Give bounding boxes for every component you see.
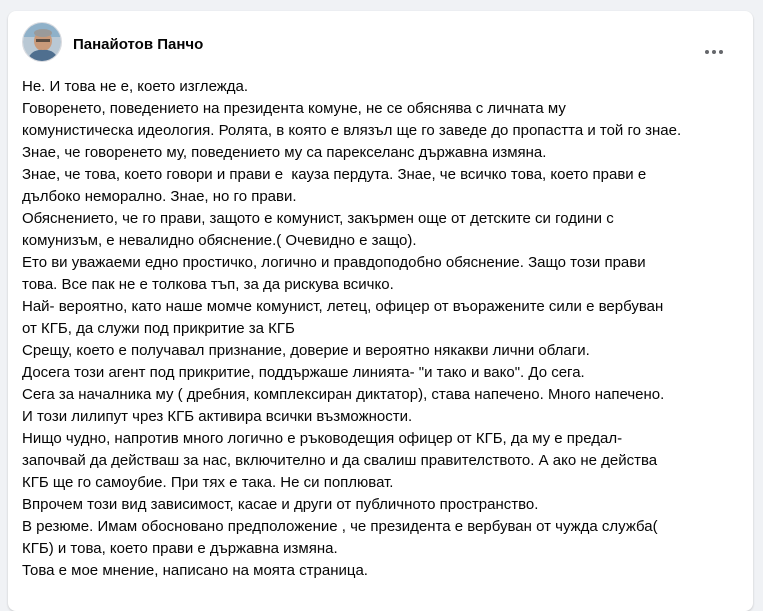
post-text-line: КГБ) и това, което прави е държавна измяна. (22, 540, 338, 557)
post-text-line: Знае, че говоренето му, поведението му са парекселанс държавна измяна. (22, 144, 547, 161)
post-author-name[interactable]: Панайотов Панчо (73, 36, 204, 53)
post-text-line: Това е мое мнение, написано на моята страница. (22, 562, 368, 579)
post-text-line: това. Все пак не е толкова тъп, за да рискува всичко. (22, 276, 394, 293)
post-text-line: И този лилипут чрез КГБ активира всички възможности. (22, 408, 413, 425)
post-text-line: Знае, че това, което говори и прави е кауза пердута. Знае, че всичко това, което прави е (22, 166, 647, 183)
post-card (8, 11, 753, 611)
post-text-line: Нищо чудно, напротив много логично е ръководещия офицер от КГБ, да му е предал- (22, 430, 623, 447)
post-text-line: Най- вероятно, като наше момче комунист, летец, офицер от въоражените сили е вербуван (22, 298, 664, 315)
post-text-line: В резюме. Имам обосновано предположение , че президента е вербуван от чужда служба( (22, 518, 658, 535)
post-text-line: от КГБ, да служи под прикритие за КГБ (22, 320, 295, 337)
post-text-line: КГБ ще го самоубие. При тях е така. Не си поплюват. (22, 474, 394, 491)
post-text-line: комунистическа идеология. Ролята, в която е влязъл ще го заведе до пропастта и той го знае. (22, 122, 682, 139)
post-text (22, 76, 739, 582)
post-text-line: Впрочем този вид зависимост, касае и други от публичното пространство. (22, 496, 539, 513)
post-text-line: Ето ви уважаеми едно простичко, логично и правдоподобно обяснение. Защо този прави (22, 254, 646, 271)
post-text-line: комунизъм, е невалидно обяснение.( Очевидно е защо). (22, 232, 417, 249)
post-header (22, 22, 739, 66)
more-options-icon[interactable] (699, 40, 731, 64)
post-text-line: Досега този агент под прикритие, поддържаше линията- "и тако и вако". До сега. (22, 364, 585, 381)
post-text-line: Говоренето, поведението на президента комуне, не се обяснява с личната му (22, 100, 566, 117)
post-text-line: Сега за началника му ( дребния, комплексиран диктатор), става напечено. Много напечено. (22, 386, 665, 403)
post-text-line: Обяснението, че го прави, защото е комунист, закърмен още от детските си години с (22, 210, 614, 227)
avatar-photo-icon (23, 23, 61, 61)
post-text-line: дълбоко неморално. Знае, но го прави. (22, 188, 297, 205)
post-text-line: Не. И това не е, което изглежда. (22, 78, 249, 95)
post-text-line: Срещу, което е получавал признание, доверие и вероятно някакви лични облаги. (22, 342, 590, 359)
post-text-line: започвай да действаш за нас, включително и да свалиш правителството. А ако не действа (22, 452, 658, 469)
avatar[interactable] (22, 22, 62, 62)
